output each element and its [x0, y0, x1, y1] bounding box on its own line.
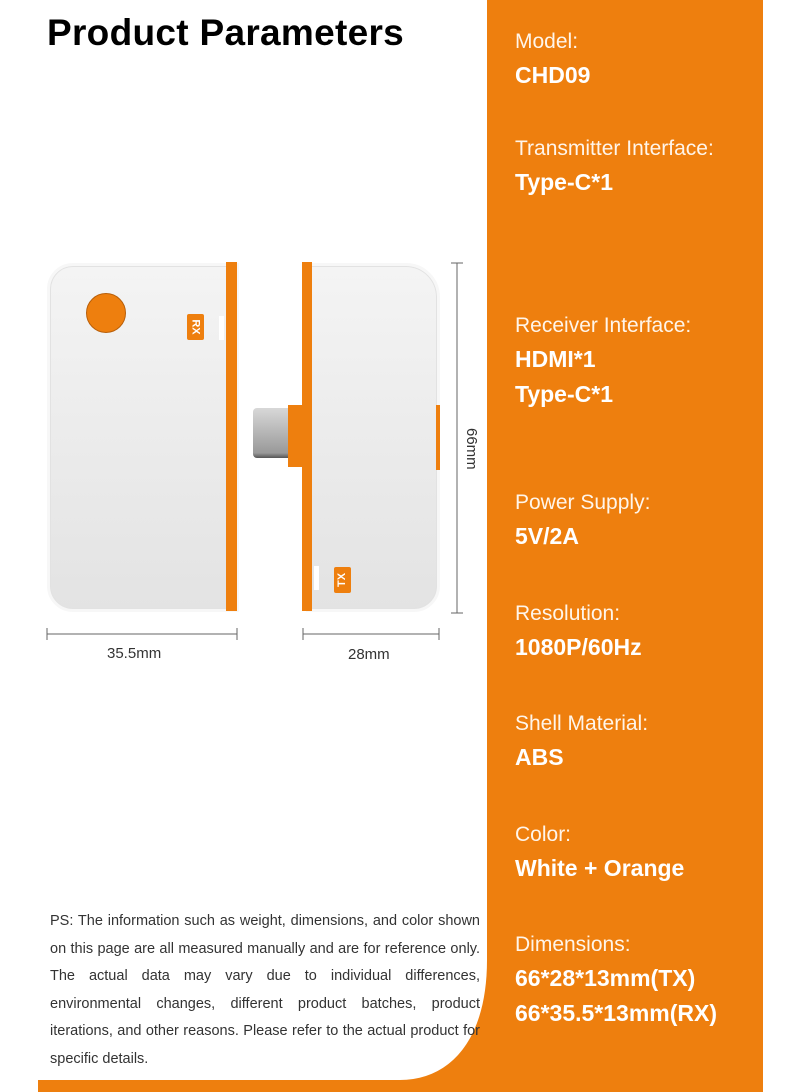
height-label: 66mm — [463, 428, 480, 470]
spec-shell-material: Shell Material: ABS — [515, 712, 649, 770]
disclaimer-text: PS: The information such as weight, dimensions, and color shown on this page are all measured manually and are for reference only. The actual data may vary due to individual differences, environmental changes, different product batches, product iterations, and other reasons. Please refer to the actual product for specific details. — [50, 913, 480, 1067]
spec-color: Color: White + Orange — [515, 823, 685, 881]
spec-power-supply: Power Supply: 5V/2A — [515, 491, 651, 549]
spec-model: Model: CHD09 — [515, 30, 591, 88]
tx-badge: TX — [334, 567, 351, 593]
spec-dimensions: Dimensions: 66*28*13mm(TX) 66*35.5*13mm(RX) — [515, 933, 718, 1026]
rx-badge: RX — [187, 314, 204, 340]
spec-resolution: Resolution: 1080P/60Hz — [515, 602, 642, 660]
rx-width-label: 35.5mm — [107, 645, 162, 662]
tx-width-label: 28mm — [348, 646, 390, 663]
page-title: Product Parameters — [47, 12, 405, 53]
spec-receiver-interface: Receiver Interface: HDMI*1 Type-C*1 — [515, 314, 692, 407]
spec-transmitter-interface: Transmitter Interface: Type-C*1 — [515, 137, 714, 195]
